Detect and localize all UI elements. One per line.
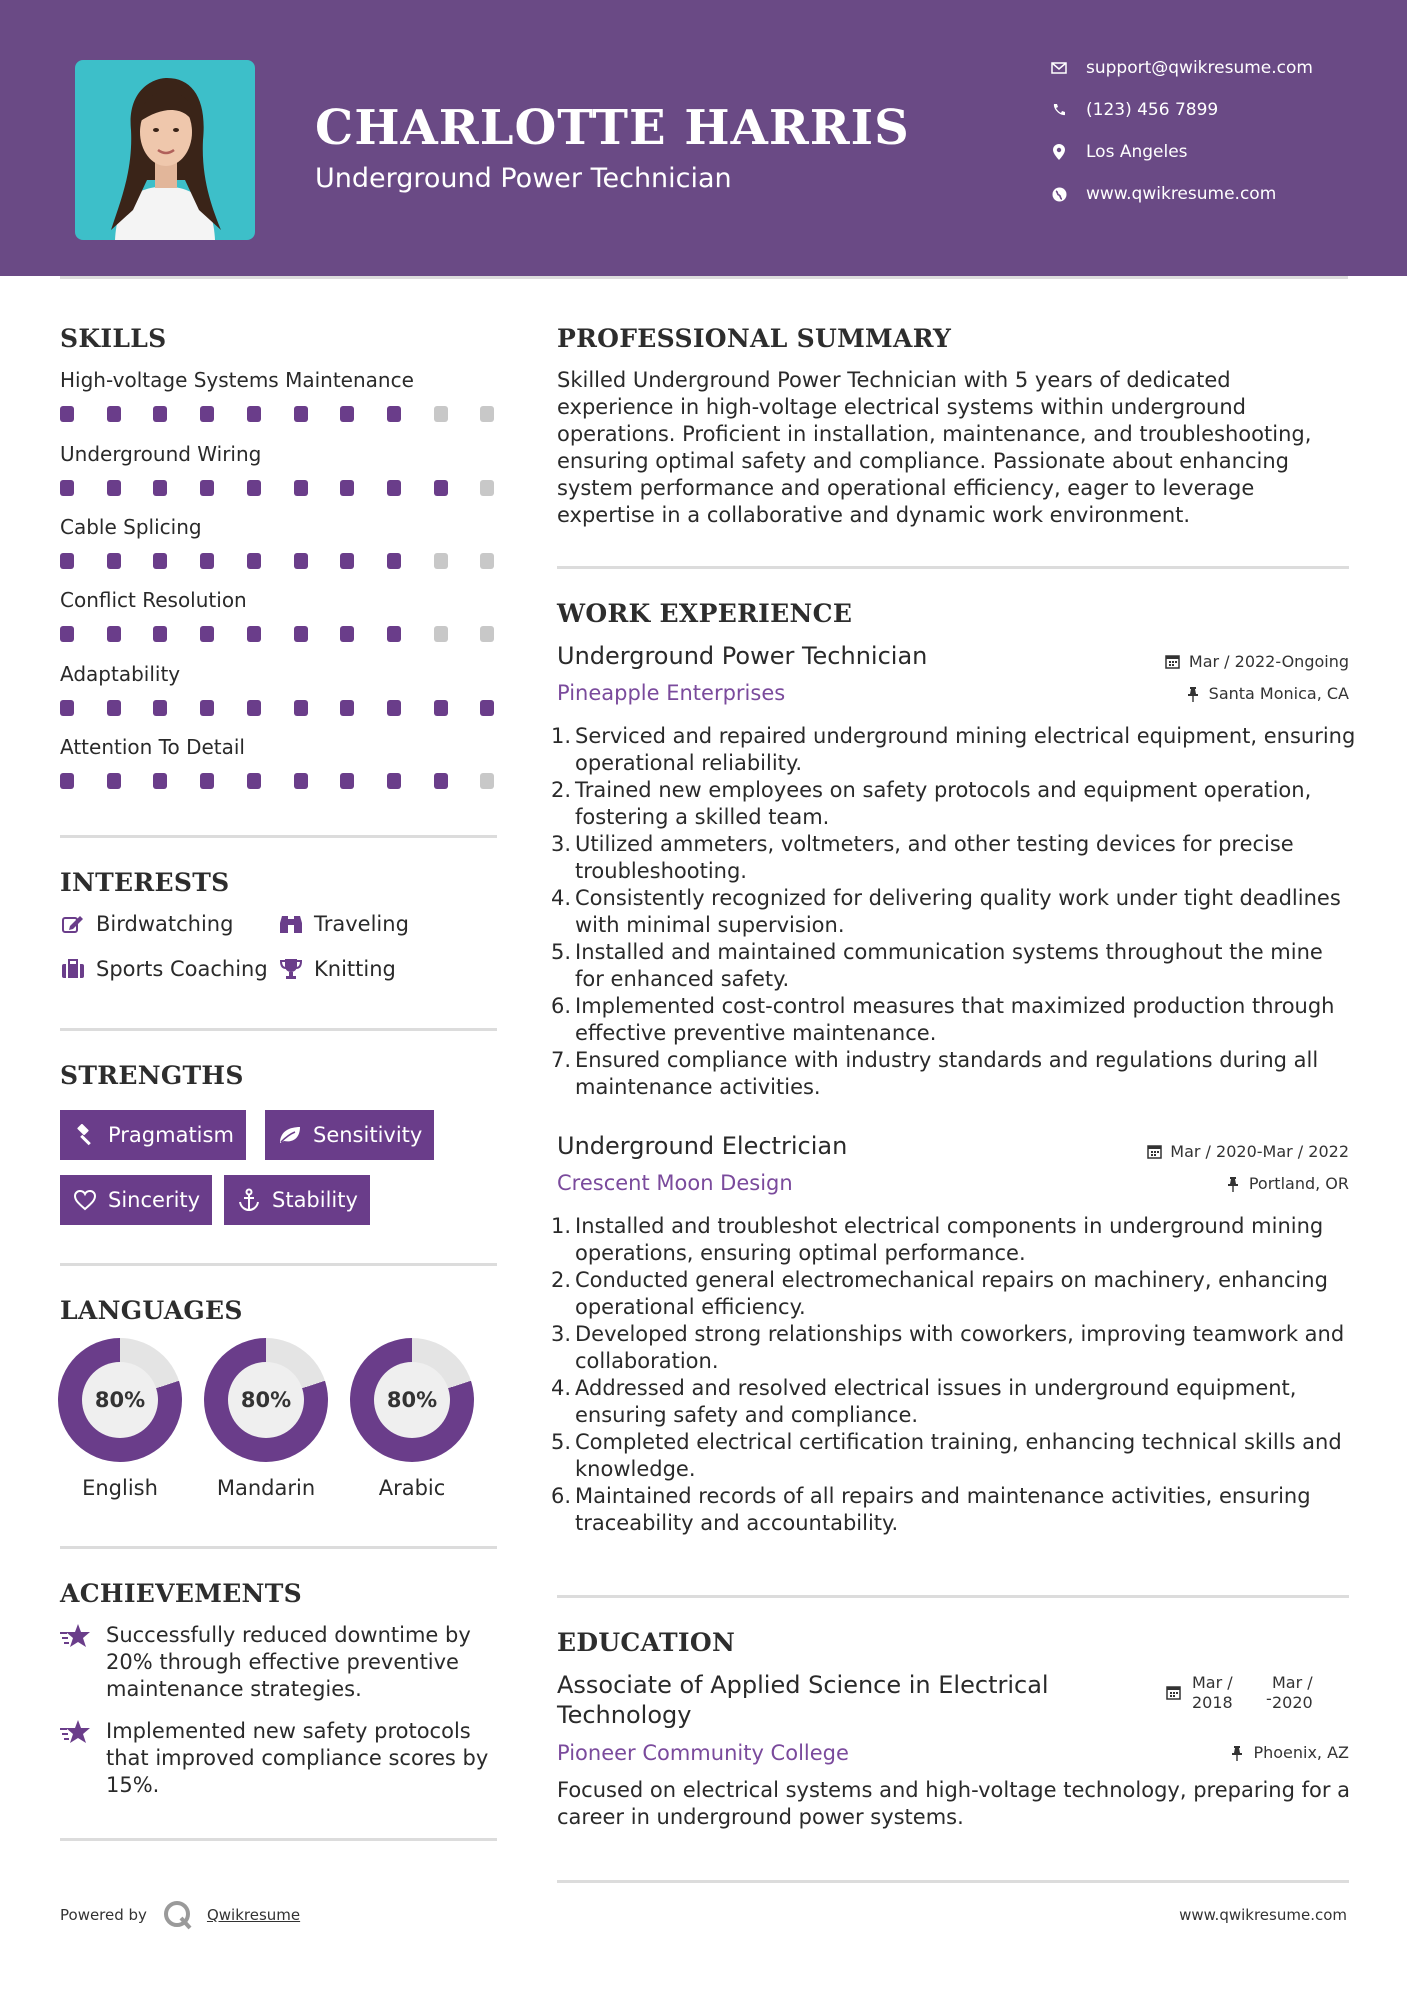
duty-item: 4. Addressed and resolved electrical issues in underground equipment, ensuring safety and compliance. [551,1376,1297,1427]
skill-dot [387,406,401,422]
duty-text: Completed electrical certification training, enhancing technical skills and knowledge. [575,1430,1342,1481]
envelope-icon [1050,59,1068,77]
skill-dot [200,700,214,716]
duty-item: 1. Serviced and repaired underground mining electrical equipment, ensuring operational reliability. [551,724,1356,775]
edu-start-year: 2018 [1192,1693,1233,1712]
footer-powered-by [60,1900,300,1930]
job-title: Underground Power Technician [557,642,928,670]
skill-dot [340,700,354,716]
achievement-text: Implemented new safety protocols that improved compliance scores by 15%. [106,1719,489,1797]
duty-item: 1. Installed and troubleshot electrical components in underground mining operations, ensuring optimal performance. [551,1214,1324,1265]
duty-item: 7. Ensured compliance with industry standards and regulations during all maintenance activities. [551,1048,1319,1099]
skill-rating [60,626,500,642]
education-location [1229,1743,1349,1762]
skill-dot [294,700,308,716]
strength-tag [265,1110,434,1160]
job-dates [1146,1142,1349,1161]
section-divider [557,1880,1349,1883]
skill-dot [60,480,74,496]
duty-text: Maintained records of all repairs and maintenance activities, ensuring traceability and accountability. [575,1484,1311,1535]
duty-item: 3. Utilized ammeters, voltmeters, and other testing devices for precise troubleshooting. [551,832,1294,883]
skill-dot [294,480,308,496]
resume-header [0,0,1407,276]
section-divider [557,1595,1349,1598]
skill-dot [60,700,74,716]
skill-dot [247,773,261,789]
skill-name: Conflict Resolution [60,588,247,612]
skill-name: Cable Splicing [60,515,202,539]
skill-rating [60,773,500,789]
contact-location-text: Los Angeles [1086,142,1188,162]
skill-dot [480,626,494,642]
job-location [1185,684,1349,703]
skill-dot [340,553,354,569]
interest-label: Sports Coaching [96,957,268,981]
skill-dot [340,406,354,422]
contact-phone-text: (123) 456 7899 [1086,100,1219,120]
duty-item: 5. Installed and maintained communication systems throughout the mine for enhanced safety. [551,940,1323,991]
skill-dot [387,626,401,642]
skill-dot [200,773,214,789]
edu-end-month: Mar / [1272,1673,1313,1692]
section-divider [60,1838,497,1841]
qwikresume-logo-icon [163,1900,193,1930]
language-item [204,1338,328,1500]
duty-text: Utilized ammeters, voltmeters, and other testing devices for precise troubleshooting. [575,832,1294,883]
calendar-icon [1166,1685,1181,1704]
header-divider [60,276,1348,279]
edit-icon [60,912,86,936]
duty-item: 6. Implemented cost-control measures that maximized production through effective preventive maintenance. [551,994,1335,1045]
skill-dot [107,773,121,789]
skill-dot [153,626,167,642]
contact-website[interactable] [1050,184,1380,204]
duty-text: Ensured compliance with industry standards and regulations during all maintenance activities. [575,1048,1319,1099]
anchor-icon [236,1188,262,1212]
skill-dot [107,626,121,642]
school-name: Pioneer Community College [557,1741,849,1765]
skill-name: Adaptability [60,662,181,686]
skill-dot [480,406,494,422]
duty-text: Trained new employees on safety protocols and equipment operation, fostering a skilled team. [575,778,1312,829]
skill-dot [434,773,448,789]
duty-item: 2. Conducted general electromechanical repairs on machinery, enhancing operational efficiency. [551,1268,1328,1319]
skill-dot [60,553,74,569]
contact-website-text: www.qwikresume.com [1086,184,1277,204]
job-dates [1165,652,1349,671]
skill-dot [107,480,121,496]
skill-name: High-voltage Systems Maintenance [60,368,414,392]
language-ring [58,1338,182,1462]
leaf-icon [277,1123,303,1147]
skill-dot [60,406,74,422]
skills-title: SKILLS [60,324,167,353]
duty-text: Installed and troubleshot electrical components in underground mining operations, ensuring optimal performance. [575,1214,1324,1265]
duty-text: Consistently recognized for delivering quality work under tight deadlines with minimal supervision. [575,886,1341,937]
summary-title: PROFESSIONAL SUMMARY [557,324,952,353]
duty-text: Addressed and resolved electrical issues in underground equipment, ensuring safety and compliance. [575,1376,1297,1427]
language-name: Arabic [378,1476,446,1500]
star-icon [60,1622,92,1650]
strength-tag [60,1175,212,1225]
duty-item: 2. Trained new employees on safety protocols and equipment operation, fostering a skilled team. [551,778,1312,829]
skill-dot [294,773,308,789]
candidate-name: CHARLOTTE HARRIS [315,100,910,156]
skill-dot [247,553,261,569]
interest-item [60,957,268,981]
section-divider [557,566,1349,569]
strength-label: Stability [272,1188,358,1212]
language-name: Mandarin [216,1476,316,1500]
strength-label: Pragmatism [108,1123,234,1147]
strength-label: Sensitivity [313,1123,423,1147]
skill-dot [107,553,121,569]
strengths-title: STRENGTHS [60,1061,244,1090]
achievements-title: ACHIEVEMENTS [60,1579,302,1608]
section-divider [60,1028,497,1031]
education-location-text: Phoenix, AZ [1253,1743,1349,1762]
duty-text: Serviced and repaired underground mining electrical equipment, ensuring operational reliability. [575,724,1356,775]
language-ring [350,1338,474,1462]
skill-dot [387,773,401,789]
skill-dot [387,553,401,569]
binoculars-icon [278,912,304,936]
language-ring [204,1338,328,1462]
job-company: Crescent Moon Design [557,1171,793,1195]
achievement-item [60,1622,500,1703]
section-divider [60,835,497,838]
language-percent: 80% [82,1362,158,1438]
duty-text: Developed strong relationships with coworkers, improving teamwork and collaboration. [575,1322,1345,1373]
calendar-icon [1165,654,1181,670]
job-location-text: Portland, OR [1248,1174,1349,1193]
duty-text: Installed and maintained communication systems throughout the mine for enhanced safety. [575,940,1323,991]
section-divider [60,1546,497,1549]
achievement-item [60,1718,500,1799]
star-icon [60,1718,92,1746]
skill-dot [153,406,167,422]
job-dates-text: Mar / 2022-Ongoing [1188,652,1349,671]
skill-dot [294,626,308,642]
skill-dot [200,406,214,422]
skill-rating [60,480,500,496]
education-title: EDUCATION [557,1628,736,1657]
interest-label: Knitting [314,957,396,981]
job-title: Underground Electrician [557,1132,848,1160]
contact-email-text: support@qwikresume.com [1086,58,1313,78]
interest-label: Traveling [314,912,409,936]
job-company: Pineapple Enterprises [557,681,786,705]
skill-name: Attention To Detail [60,735,245,759]
interests-title: INTERESTS [60,868,230,897]
degree-title-line2: Technology [557,1701,692,1729]
candidate-role: Underground Power Technician [315,163,732,194]
duty-text: Implemented cost-control measures that maximized production through effective preventive maintenance. [575,994,1335,1045]
edu-start-month: Mar / [1192,1673,1233,1692]
skill-dot [480,773,494,789]
duty-text: Conducted general electromechanical repairs on machinery, enhancing operational efficiency. [575,1268,1328,1319]
strength-label: Sincerity [108,1188,201,1212]
job-location-text: Santa Monica, CA [1208,684,1349,703]
skill-dot [247,480,261,496]
skill-dot [153,480,167,496]
education-text: Focused on electrical systems and high-voltage technology, preparing for a career in underground power systems. [557,1778,1351,1829]
phone-icon [1050,101,1068,119]
skill-dot [294,553,308,569]
skill-dot [387,480,401,496]
pushpin-icon [1185,686,1201,702]
skill-dot [387,700,401,716]
briefcase-icon [60,957,86,981]
skill-dot [434,406,448,422]
skill-dot [247,700,261,716]
skill-rating [60,700,500,716]
language-name: English [82,1476,158,1500]
education-dates [1166,1673,1326,1717]
edu-end-year: 2020 [1272,1693,1313,1712]
skill-dot [434,553,448,569]
skill-dot [480,553,494,569]
job-duties [551,1213,1357,1537]
skill-name: Underground Wiring [60,442,262,466]
skill-dot [340,773,354,789]
skill-dot [434,480,448,496]
interest-item [278,957,396,981]
skill-dot [153,773,167,789]
strength-tag [224,1175,370,1225]
contact-email[interactable] [1050,58,1380,78]
skill-dot [60,773,74,789]
brand-link[interactable]: Qwikresume [206,1906,301,1924]
heart-icon [72,1188,98,1212]
profile-photo [75,60,255,240]
skill-dot [294,406,308,422]
strength-tag [60,1110,246,1160]
skill-dot [480,480,494,496]
contact-location [1050,142,1380,162]
degree-title: Associate of Applied Science in Electrical [557,1671,1049,1699]
language-item [350,1338,474,1500]
achievement-text: Successfully reduced downtime by 20% through effective preventive maintenance strategies. [106,1623,471,1701]
map-pin-icon [1050,143,1068,161]
trophy-icon [278,957,304,981]
skill-dot [480,700,494,716]
contact-phone[interactable] [1050,100,1380,120]
skill-dot [247,626,261,642]
duty-item: 4. Consistently recognized for delivering quality work under tight deadlines with minimal supervision. [551,886,1341,937]
powered-by-label: Powered by [60,1906,147,1924]
interest-item [60,912,233,936]
skill-dot [434,700,448,716]
language-item [58,1338,182,1500]
duty-item: 6. Maintained records of all repairs and maintenance activities, ensuring traceability and accountability. [551,1484,1311,1535]
skill-dot [60,626,74,642]
skill-dot [107,406,121,422]
footer-website[interactable]: www.qwikresume.com [1179,1906,1347,1924]
skill-dot [153,553,167,569]
section-divider [60,1263,497,1266]
skill-rating [60,406,500,422]
skill-dot [200,553,214,569]
experience-title: WORK EXPERIENCE [557,599,853,628]
language-percent: 80% [374,1362,450,1438]
job-location [1225,1174,1349,1193]
duty-item: 5. Completed electrical certification training, enhancing technical skills and knowledge. [551,1430,1342,1481]
skill-dot [200,626,214,642]
skill-dot [434,626,448,642]
pushpin-icon [1229,1745,1245,1761]
skill-dot [107,700,121,716]
skill-dot [340,480,354,496]
language-percent: 80% [228,1362,304,1438]
gavel-icon [72,1123,98,1147]
skill-dot [153,700,167,716]
interest-label: Birdwatching [96,912,234,936]
job-dates-text: Mar / 2020-Mar / 2022 [1170,1142,1349,1161]
interest-item [278,912,409,936]
skill-dot [340,626,354,642]
calendar-icon [1146,1144,1162,1160]
globe-icon [1050,185,1068,203]
skill-dot [200,480,214,496]
languages-title: LANGUAGES [60,1296,243,1325]
job-duties [551,723,1357,1101]
duty-item: 3. Developed strong relationships with coworkers, improving teamwork and collaboration. [551,1322,1345,1373]
summary-text: Skilled Underground Power Technician with 5 years of dedicated experience in high-voltage electrical systems within underground operations. Proficient in installation, maintenance, and troubleshooting, ensuring optimal safety and compliance. Passionate about enhancing system performance and operational efficiency, eager to leverage expertise in a collaborative and dynamic work environment. [557,368,1312,527]
skill-dot [247,406,261,422]
skill-rating [60,553,500,569]
edu-date-sep: - [1266,1689,1272,1708]
pushpin-icon [1225,1176,1241,1192]
